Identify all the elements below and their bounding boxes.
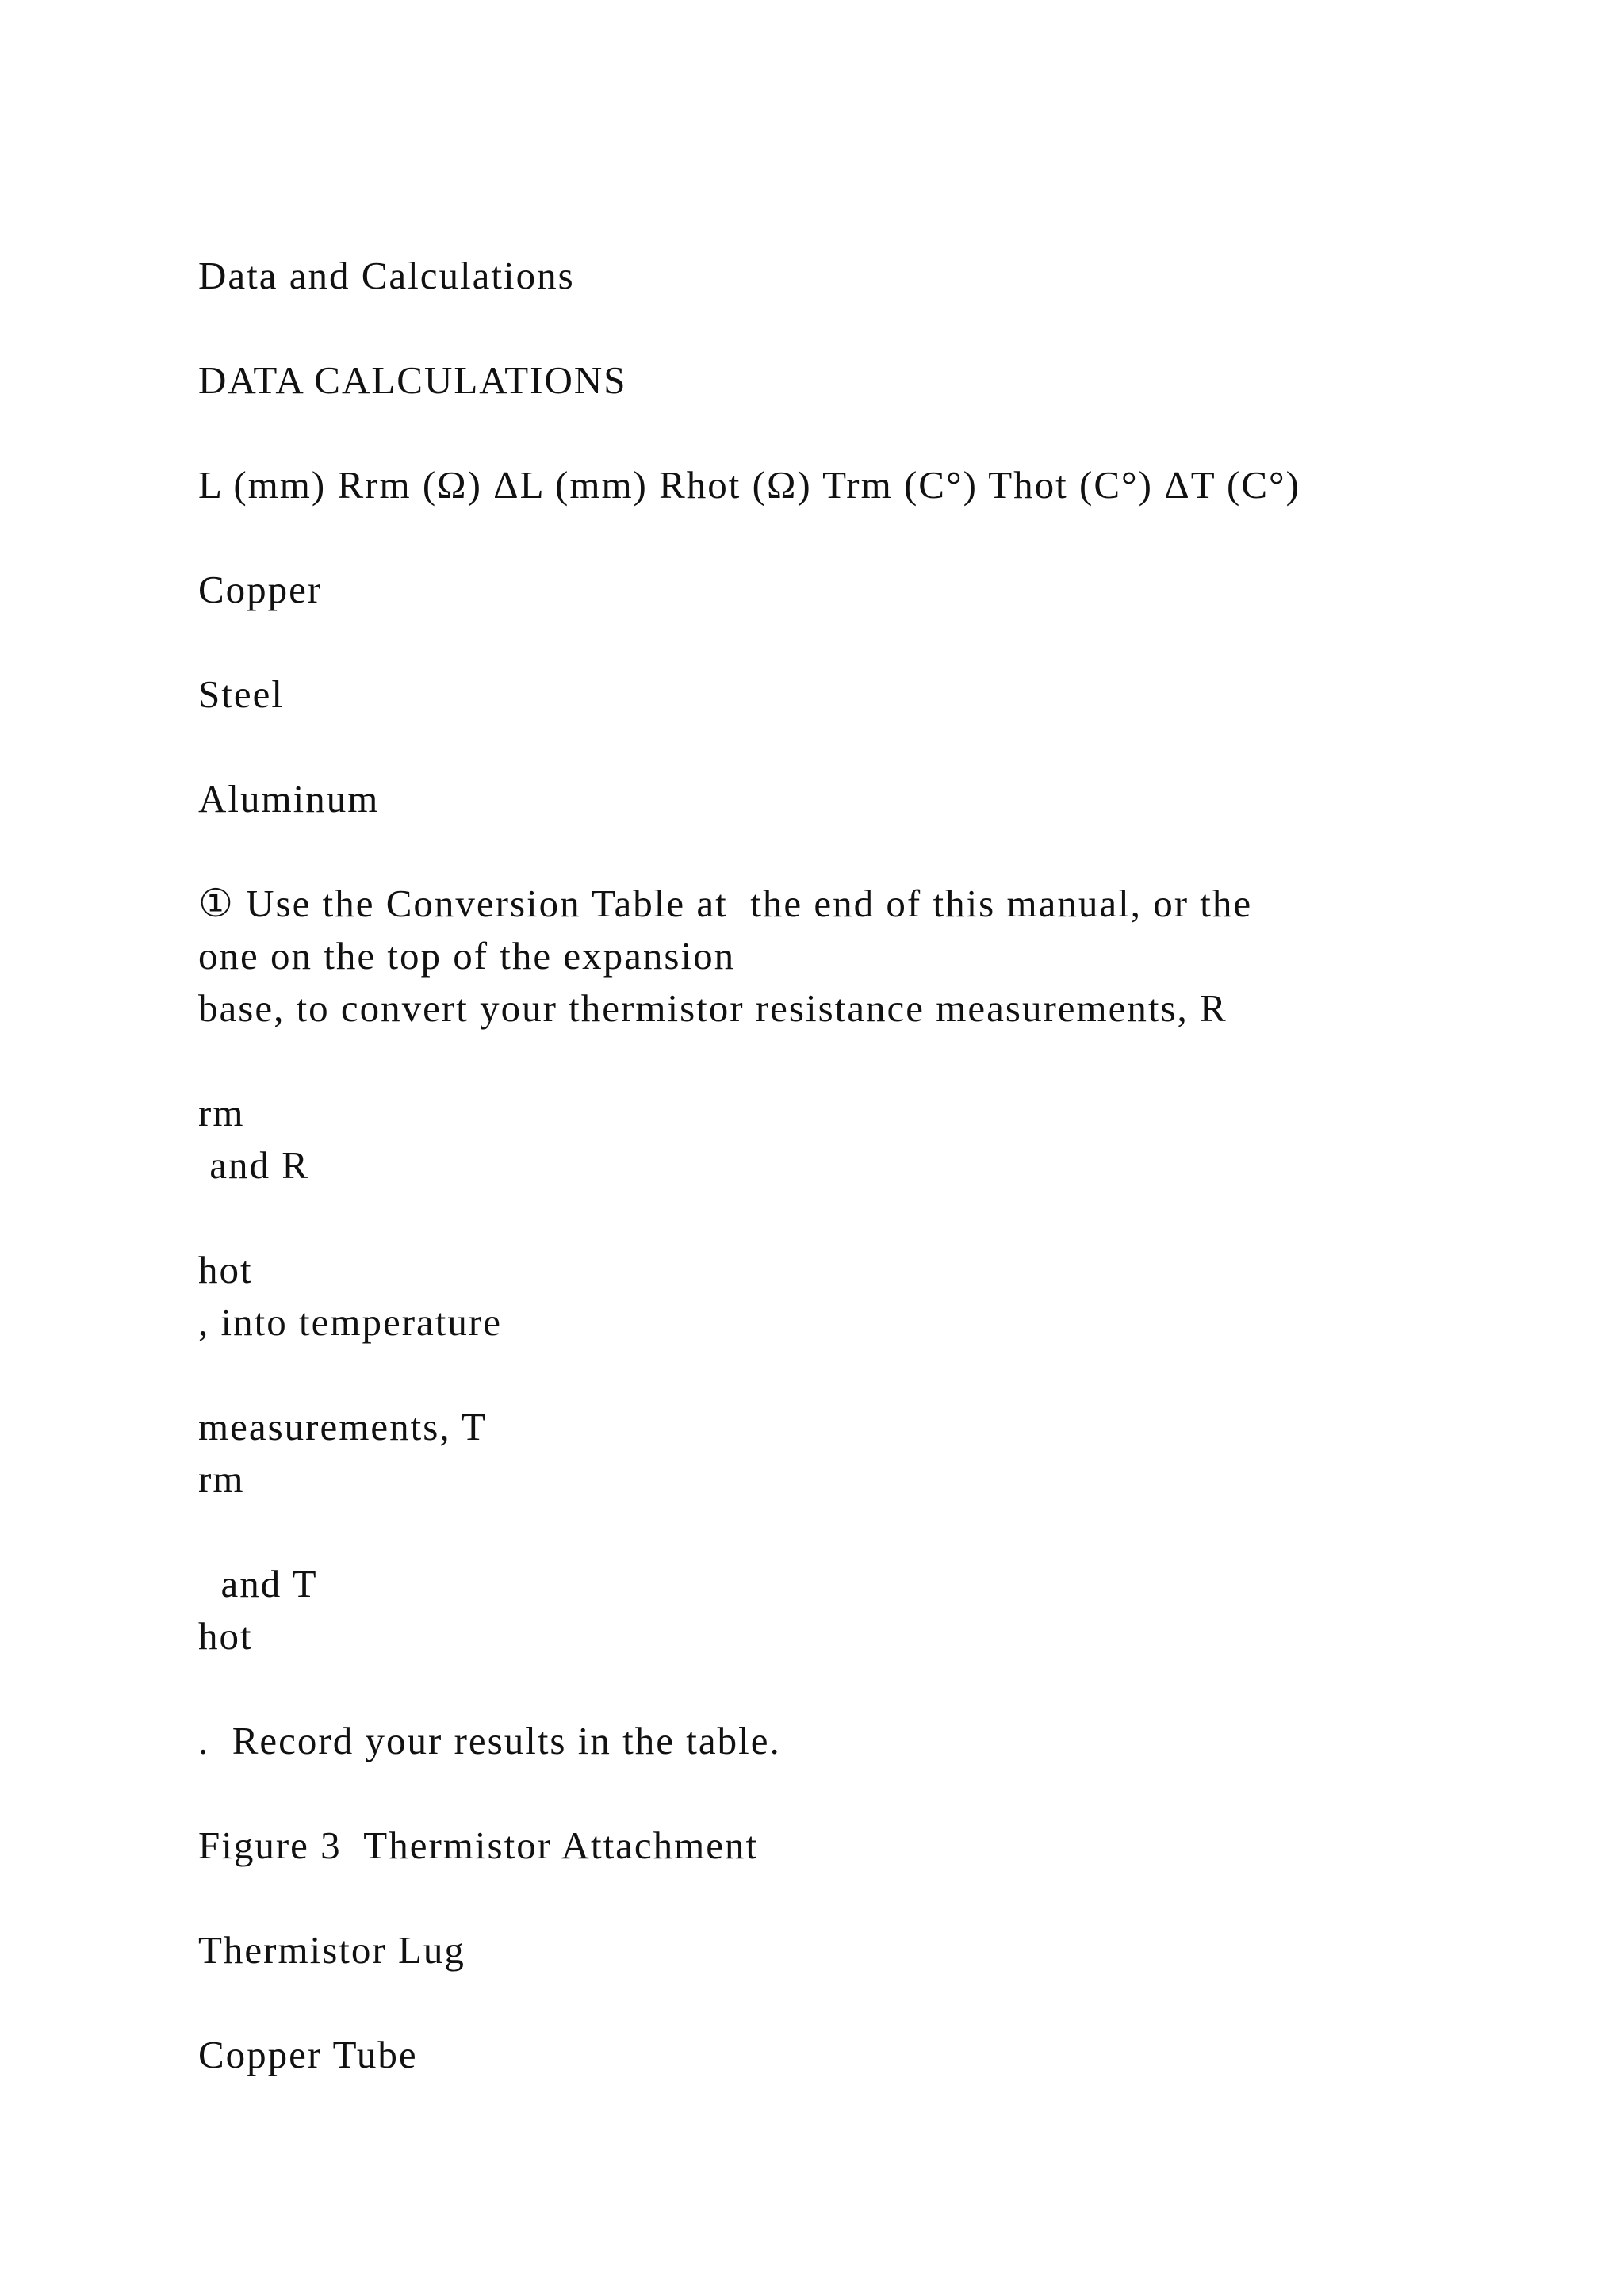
section-subheading: DATA CALCULATIONS (198, 358, 627, 402)
instruction-measurements-t: measurements, T (198, 1405, 487, 1448)
figure-caption: Figure 3 Thermistor Attachment (198, 1823, 759, 1867)
instruction-and-r: and R (198, 1143, 309, 1187)
instruction-line-2: one on the top of the expansion (198, 934, 736, 978)
figure-label-thermistor-lug: Thermistor Lug (198, 1928, 465, 1972)
subscript-hot-2: hot (198, 1614, 253, 1658)
instruction-line-1: ① Use the Conversion Table at the end of this manual, or the (198, 882, 1253, 925)
instruction-line-3: base, to convert your thermistor resistance measurements, R (198, 986, 1228, 1030)
subscript-rm-2: rm (198, 1457, 245, 1501)
instruction-and-t: and T (198, 1562, 318, 1605)
instruction-into-temperature: , into temperature (198, 1300, 502, 1344)
table-header-line: L (mm) Rrm (Ω) ΔL (mm) Rhot (Ω) Trm (C°) Thot (C°) ΔT (C°) (198, 463, 1300, 507)
row-label-steel: Steel (198, 672, 284, 716)
section-heading: Data and Calculations (198, 254, 575, 297)
row-label-aluminum: Aluminum (198, 777, 380, 821)
figure-label-copper-tube: Copper Tube (198, 2033, 418, 2076)
instruction-record: . Record your results in the table. (198, 1719, 781, 1762)
subscript-rm: rm (198, 1091, 245, 1135)
subscript-hot: hot (198, 1248, 253, 1292)
row-label-copper: Copper (198, 568, 323, 611)
